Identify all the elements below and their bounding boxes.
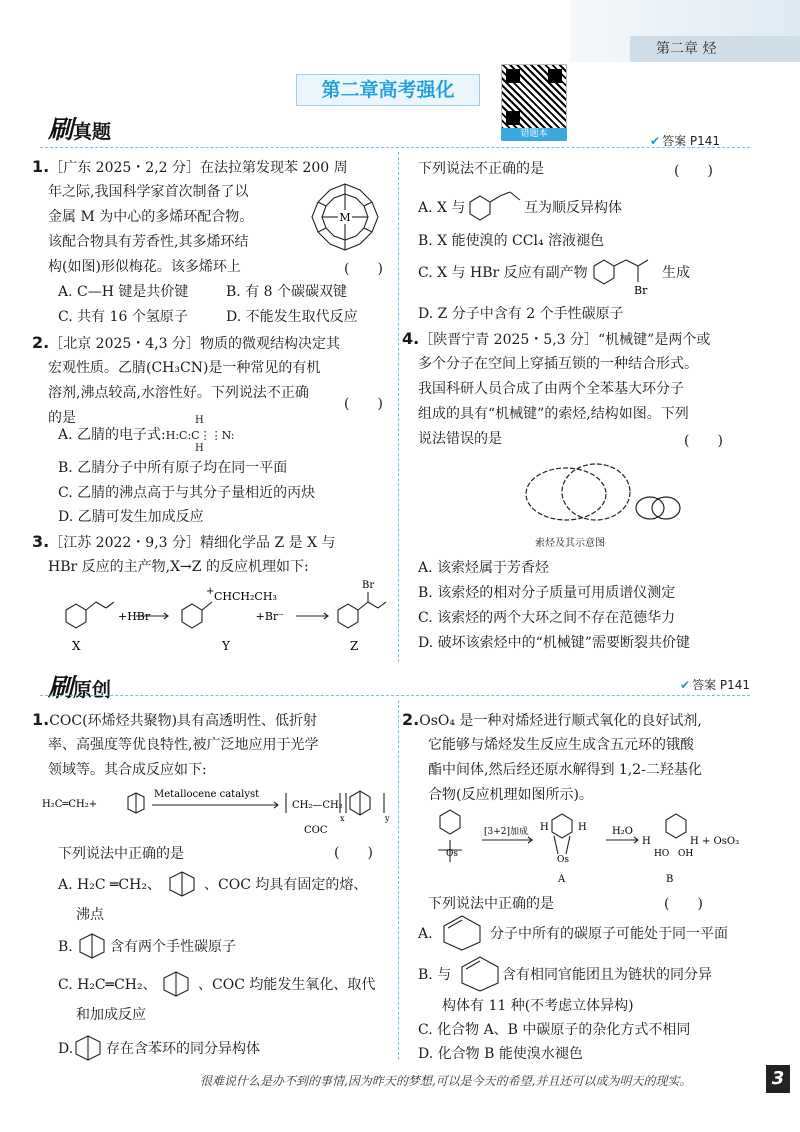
formula-h-bottom: H bbox=[195, 443, 204, 454]
h-label: H bbox=[690, 836, 699, 847]
q1-option-d[interactable]: D. 不能发生取代反应 bbox=[226, 309, 358, 325]
o1-option-a-post: 、COC 均具有固定的熔、 bbox=[204, 877, 368, 893]
q3-line: ［江苏 2022・9,3 分］精细化学品 Z 是 X 与 bbox=[49, 535, 336, 551]
os-label: Os bbox=[557, 855, 569, 865]
check-icon: ✔ bbox=[680, 678, 691, 692]
ho-label: HO bbox=[654, 849, 670, 859]
q1-option-c[interactable]: C. 共有 16 个氢原子 bbox=[58, 309, 188, 325]
o2-option-b[interactable] bbox=[418, 966, 451, 984]
q2-line: 溶剂,沸点较高,水溶性好。下列说法不正确 bbox=[48, 385, 309, 401]
q4-line: 多个分子在空间上穿插互锁的一种结合形式。 bbox=[418, 356, 698, 372]
o2-option-b-cont: 构体有 11 种(不考虑立体异构) bbox=[442, 998, 634, 1014]
product-chain: CH₂—CH₂ bbox=[292, 800, 343, 811]
q1-line: 金属 M 为中心的多烯环配合物。 bbox=[48, 209, 254, 225]
q1-number: 1. bbox=[32, 157, 50, 176]
byproduct-br: Br bbox=[634, 284, 648, 297]
o2-option-c[interactable]: C. 化合物 A、B 中碳原子的杂化方式不相同 bbox=[418, 1022, 691, 1038]
q2 bbox=[32, 334, 340, 353]
q3-option-c-post: 生成 bbox=[662, 265, 690, 281]
q3-line: HBr 反应的主产物,X→Z 的反应机理如下: bbox=[48, 559, 309, 575]
q4-line: 说法错误的是 bbox=[418, 431, 502, 447]
q4-number: 4. bbox=[402, 329, 420, 348]
q2-option-c[interactable]: C. 乙腈的沸点高于与其分子量相近的丙炔 bbox=[58, 485, 316, 501]
cis-styrene-structure bbox=[466, 188, 526, 228]
y-chain-label: CHCH₂CH₃ bbox=[214, 590, 277, 603]
chapter-tab: 第二章 烃 bbox=[630, 36, 800, 62]
norbornene-structure bbox=[76, 930, 112, 960]
o1-option-c[interactable] bbox=[58, 976, 157, 994]
q3-option-c[interactable] bbox=[418, 264, 588, 282]
o1-option-d-pre: D. bbox=[58, 1041, 74, 1057]
hbr-label: +HBr bbox=[118, 610, 151, 623]
q4-option-c[interactable]: C. 该索烃的两个大环之间不存在范德华力 bbox=[418, 610, 676, 626]
h-label: H bbox=[642, 836, 651, 847]
subscript-x: x bbox=[340, 814, 345, 823]
answer-text: 答案 P141 bbox=[692, 678, 751, 692]
o2-line: 合物(反应机理如图所示)。 bbox=[428, 787, 593, 803]
answer-text: 答案 P141 bbox=[662, 134, 721, 148]
q4-option-a[interactable]: A. 该索烃属于芳香烃 bbox=[418, 560, 550, 576]
o2-number: 2. bbox=[402, 710, 420, 729]
section-big-char: 刷 bbox=[48, 115, 74, 144]
o2-intro: 下列说法中正确的是 bbox=[428, 896, 554, 912]
answer-blank[interactable]: ( ) bbox=[344, 261, 383, 277]
o2-option-a-pre: A. bbox=[418, 926, 433, 942]
q3 bbox=[32, 533, 336, 552]
os-label: Os bbox=[446, 849, 458, 859]
footer-motto: 很难说什么是办不到的事情,因为昨天的梦想,可以是今天的希望,并且还可以成为明天的现实。 bbox=[200, 1074, 692, 1088]
answer-blank[interactable]: ( ) bbox=[674, 163, 713, 179]
o1-option-a-cont: 沸点 bbox=[76, 907, 104, 923]
plum-flower-polyene-structure bbox=[308, 180, 382, 254]
label-z: Z bbox=[350, 639, 359, 653]
formula-h-top: H bbox=[195, 415, 204, 426]
oso3-label: + OsO₃ bbox=[702, 836, 740, 847]
answer-blank[interactable]: ( ) bbox=[344, 396, 383, 412]
q1-line: ［广东 2025・2,2 分］在法拉第发现苯 200 周 bbox=[49, 160, 348, 176]
q2-option-a[interactable] bbox=[58, 426, 235, 445]
z-br-label: Br bbox=[362, 580, 375, 591]
q1-line: 年之际,我国科学家首次制备了以 bbox=[48, 184, 249, 200]
o2-line: 酯中间体,然后经还原水解得到 1,2-二羟基化 bbox=[428, 762, 702, 778]
cation-plus: + bbox=[206, 586, 215, 597]
catenane-figure bbox=[518, 456, 698, 536]
cyclohexene-structure bbox=[458, 955, 506, 993]
o1-option-c-pre: C. H₂C═CH₂、 bbox=[58, 977, 157, 993]
q4-line: 组成的具有“机械键”的索烃,结构如图。下列 bbox=[418, 406, 689, 422]
answer-ref-2[interactable] bbox=[680, 676, 750, 693]
q1-line: 构(如图)形似梅花。该多烯环上 bbox=[48, 259, 241, 275]
q1 bbox=[32, 158, 348, 177]
o1-option-a-pre: A. H₂C ═CH₂、 bbox=[58, 877, 161, 893]
q3-option-d[interactable]: D. Z 分子中含有 2 个手性碳原子 bbox=[418, 306, 624, 322]
metal-label: M bbox=[339, 211, 351, 224]
answer-blank[interactable]: ( ) bbox=[684, 433, 723, 449]
arrow1-label: [3+2]加成 bbox=[484, 827, 529, 837]
qr-label: 错题本 bbox=[501, 128, 567, 141]
norbornene-structure bbox=[72, 1032, 108, 1062]
coc-label: COC bbox=[304, 825, 328, 836]
q3-option-a[interactable] bbox=[418, 199, 465, 217]
o1-option-c-post: 、COC 均能发生氧化、取代 bbox=[198, 977, 376, 993]
electron-formula: H:C:C⋮⋮N: bbox=[165, 429, 235, 442]
catenane-caption: 索烃及其示意图 bbox=[535, 538, 605, 549]
oso4-mechanism bbox=[420, 810, 750, 890]
column-divider bbox=[398, 152, 399, 662]
q2-line: 宏观性质。乙腈(CH₃CN)是一种常见的有机 bbox=[48, 360, 321, 376]
o1 bbox=[32, 711, 317, 730]
o1-option-b-pre: B. bbox=[58, 939, 73, 955]
section-real-exam-heading bbox=[48, 110, 111, 146]
q4-line: ［陕晋宁青 2025・5,3 分］“机械键”是两个或 bbox=[419, 332, 711, 348]
o1-number: 1. bbox=[32, 710, 50, 729]
section-big-char: 刷 bbox=[48, 673, 74, 702]
o2-option-a-post: 分子中所有的碳原子可能处于同一平面 bbox=[490, 926, 728, 942]
q3-option-c-pre: C. X 与 HBr 反应有副产物 bbox=[418, 265, 588, 281]
o2-option-b-pre: B. 与 bbox=[418, 967, 452, 983]
section-original-heading bbox=[48, 668, 111, 704]
o2 bbox=[402, 711, 702, 730]
page-title: 第二章高考强化 bbox=[296, 74, 480, 106]
q3-option-a-pre: A. X 与 bbox=[418, 200, 466, 216]
o2-line: 它能够与烯烃发生反应生成含五元环的锇酸 bbox=[428, 737, 694, 753]
h-label: H bbox=[540, 822, 549, 833]
subscript-y: y bbox=[385, 814, 390, 823]
q2-line: ［北京 2025・4,3 分］物质的微观结构决定其 bbox=[49, 336, 341, 352]
o1-option-d[interactable] bbox=[58, 1040, 73, 1058]
h-label: H bbox=[578, 822, 587, 833]
o2-option-a[interactable] bbox=[418, 925, 433, 943]
label-y: Y bbox=[222, 639, 230, 653]
qr-code-icon[interactable] bbox=[501, 64, 567, 130]
o1-option-b[interactable] bbox=[58, 938, 73, 956]
q2-line: 的是 bbox=[48, 410, 76, 426]
o1-option-c-cont: 和加成反应 bbox=[76, 1007, 146, 1023]
q2-option-d[interactable]: D. 乙腈可发生加成反应 bbox=[58, 509, 204, 525]
section-small-title: 真题 bbox=[73, 121, 112, 143]
o1-intro: 下列说法中正确的是 bbox=[58, 846, 184, 862]
q4-option-d[interactable]: D. 破坏该索烃中的“机械键”需要断裂共价键 bbox=[418, 635, 690, 651]
q3-reaction-scheme bbox=[56, 580, 396, 656]
q3-option-a-post: 互为顺反异构体 bbox=[524, 200, 622, 216]
divider bbox=[40, 147, 750, 148]
o1-option-a[interactable] bbox=[58, 876, 161, 894]
coc-synthesis-reaction bbox=[40, 783, 390, 839]
o1-line: 率、高强度等优良特性,被广泛地应用于光学 bbox=[48, 737, 319, 753]
label-b: B bbox=[666, 874, 674, 885]
page-number: 3 bbox=[766, 1065, 790, 1093]
check-icon: ✔ bbox=[650, 134, 661, 148]
q4 bbox=[402, 330, 710, 349]
o2-option-b-post: 含有相同官能团且为链状的同分异 bbox=[502, 967, 712, 983]
norbornene-structure bbox=[160, 968, 196, 998]
o1-option-b-post: 含有两个手性碳原子 bbox=[110, 939, 236, 955]
q3-intro: 下列说法不正确的是 bbox=[418, 161, 544, 177]
q3-number: 3. bbox=[32, 532, 50, 551]
label-x: X bbox=[72, 639, 81, 653]
q3-option-b[interactable]: B. X 能使溴的 CCl₄ 溶液褪色 bbox=[418, 233, 605, 249]
answer-blank[interactable]: ( ) bbox=[334, 845, 373, 861]
br-minus-label: +Br⁻ bbox=[255, 610, 284, 623]
q1-option-a[interactable]: A. C—H 键是共价键 bbox=[58, 284, 189, 300]
q2-number: 2. bbox=[32, 333, 50, 352]
norbornene-structure bbox=[166, 868, 202, 898]
label-a: A bbox=[558, 874, 566, 885]
arrow2-label: H₂O bbox=[612, 826, 633, 837]
q2-option-b[interactable]: B. 乙腈分子中所有原子均在同一平面 bbox=[58, 460, 288, 476]
q1-line: 该配合物具有芳香性,其多烯环结 bbox=[48, 234, 249, 250]
oh-label: OH bbox=[678, 849, 694, 859]
q1-option-b[interactable]: B. 有 8 个碳碳双键 bbox=[226, 284, 347, 300]
reactant-label: H₂C═CH₂+ bbox=[42, 799, 98, 810]
catalyst-label: Metallocene catalyst bbox=[154, 789, 260, 800]
q4-line: 我国科研人员合成了由两个全苯基大环分子 bbox=[418, 381, 684, 397]
o1-line: 领域等。其合成反应如下: bbox=[48, 762, 207, 778]
o2-line: OsO₄ 是一种对烯烃进行顺式氧化的良好试剂, bbox=[419, 713, 702, 729]
o2-option-d[interactable]: D. 化合物 B 能使溴水褪色 bbox=[418, 1046, 583, 1062]
q2-option-a-text: A. 乙腈的电子式: bbox=[58, 427, 166, 443]
answer-blank[interactable]: ( ) bbox=[664, 896, 703, 912]
o1-line: COC(环烯烃共聚物)具有高透明性、低折射 bbox=[49, 713, 318, 729]
column-divider bbox=[398, 700, 399, 1060]
section-small-title: 原创 bbox=[73, 679, 112, 701]
cyclohexene-structure bbox=[440, 914, 488, 952]
o1-option-d-post: 存在含苯环的同分异构体 bbox=[106, 1041, 260, 1057]
q4-option-b[interactable]: B. 该索烃的相对分子质量可用质谱仪测定 bbox=[418, 585, 676, 601]
divider bbox=[40, 695, 750, 696]
